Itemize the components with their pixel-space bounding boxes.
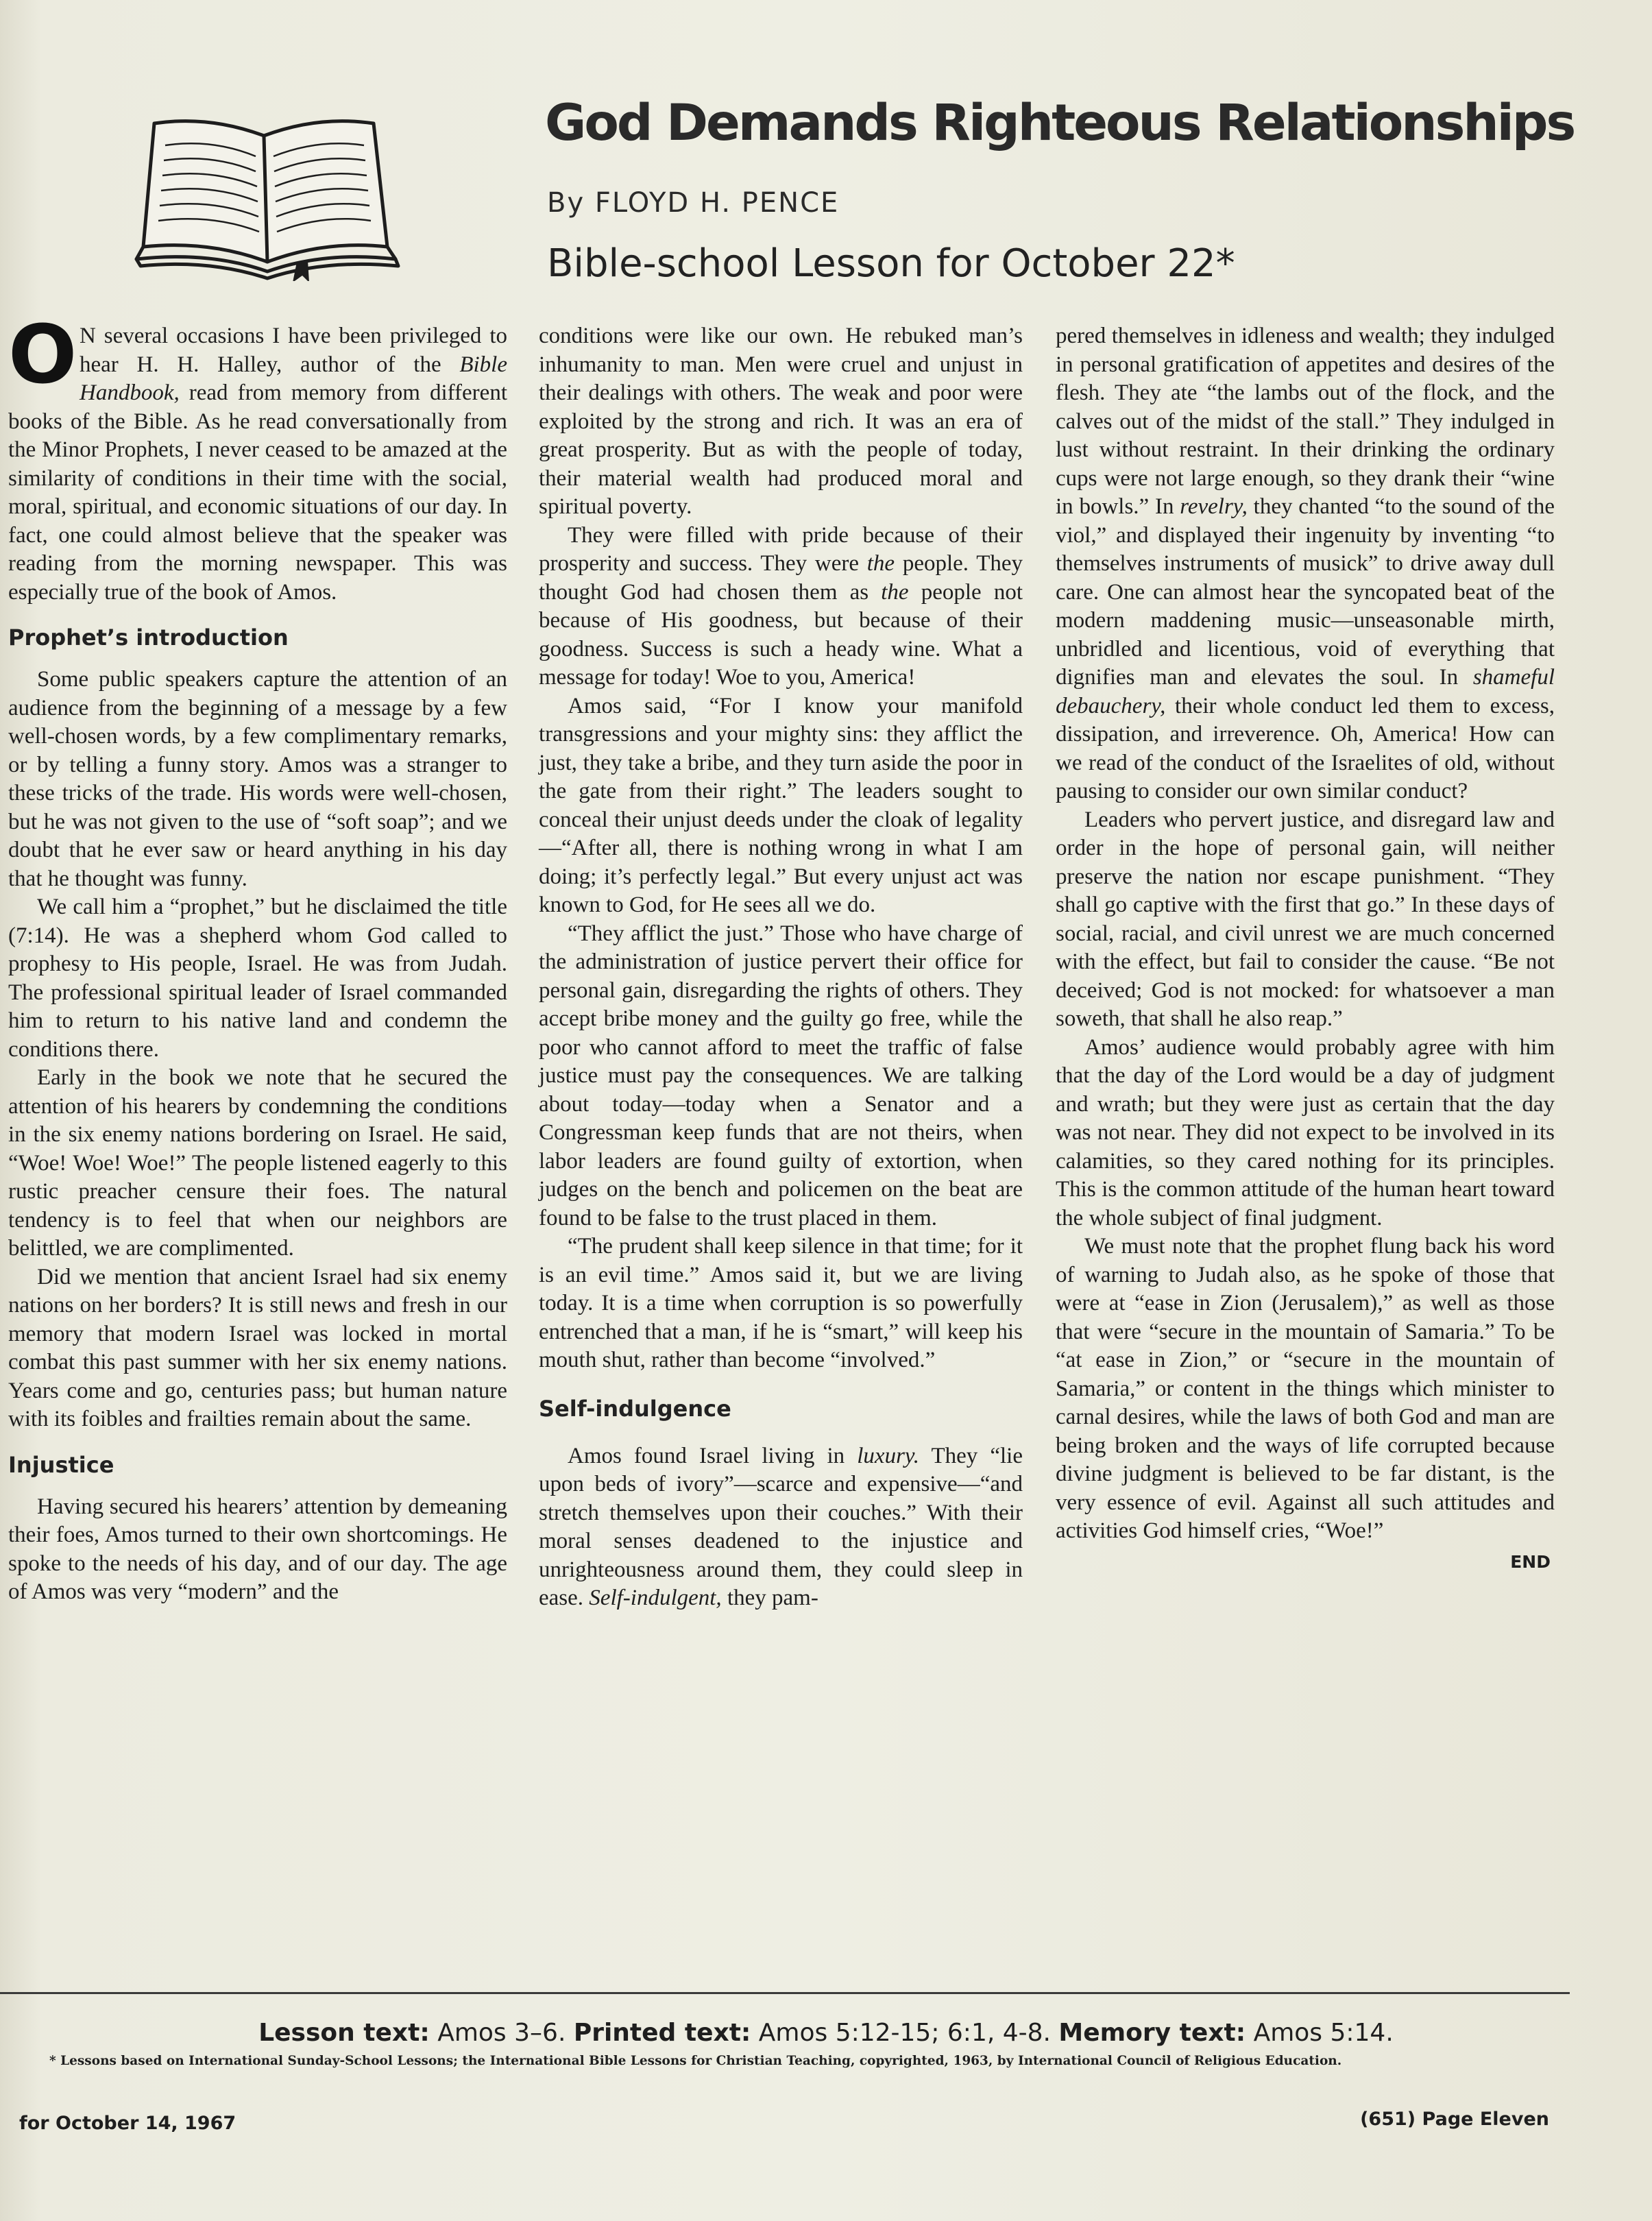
paragraph: Did we mention that ancient Israel had six enemy nations on her borders? It is still news and fresh in our memory that modern Israel was locked in mortal combat this past summer with her six enemy nations. Years come and go, centuries pass; but human nature with its foibles and frailties remain about the same. — [8, 1264, 507, 1431]
paragraph: O N several occasions I have been privileged to hear H. H. Halley, author of the Bible Handbook, read from memory from different books of the Bible. As he read conversationally from the Minor Prophets, I never ceased to be amazed at the similarity of conditions in their time with the social, moral, spiritual, and economic situations of our day. In fact, one could almost believe that the speaker was reading from the morning newspaper. This was especially true of the book of Amos. — [8, 307, 507, 605]
footnote: * Lessons based on International Sunday-School Lessons; the International Bible Lessons for Christian Teaching, copyrighted, 1963, by International Council of Religious Education. — [49, 2054, 1342, 2068]
paragraph: pered themselves in idleness and wealth; they indulged in personal gratification of appetites and desires of the flesh. They ate “the lambs out of the flock, and the calves out of the midst of the stall.” They indulged in lust without restraint. In their drinking the ordinary cups were not large enough, so they drank their “wine in bowls.” In revelry, they chanted “to the sound of the viol,” and displayed their ingenuity by inventing “to themselves instruments of musick” to drive away dull care. One can almost hear the syncopated beat of the modern maddening music—unseasonable mirth, unbridled and licentious, void of everything that dignifies man and elevates the soul. In shameful debauchery, their whole conduct led them to excess, dissipation, and irreverence. Oh, America! How can we read of the conduct of the Israelites of old, without pausing to consider our own similar conduct? — [1056, 324, 1555, 803]
paragraph: We must note that the prophet flung back his word of warning to Judah also, as he spoke of those that were at “ease in Zion (Jerusalem),” as well as those that were “secure in the mountain of Samaria.” To be “at ease in Zion,” or “secure in the mountain of Samaria,” or content in the things which minister to carnal desires, while the laws of both God and man are being broken and the ways of life corrupted because divine judgment is believed to be far distant, is the very essence of evil. Against all such attitudes and activities God himself cries, “Woe!” — [1056, 1234, 1555, 1543]
paragraph: conditions were like our own. He rebuked man’s inhumanity to man. Men were cruel and unjust in their dealings with others. The weak and poor were exploited by the strong and rich. It was an era of great prosperity. But as with the people of today, their material wealth had produced moral and spiritual poverty. — [539, 324, 1023, 519]
paragraph: We call him a “prophet,” but he disclaimed the title (7:14). He was a shepherd whom God called to prophesy to His people, Israel. He was from Judah. The professional spiritual leader of Israel commanded him to return to his native land and condemn the conditions there. — [8, 895, 507, 1062]
paragraph: Some public speakers capture the attention of an audience from the beginning of a message by a few well-chosen words, by a few complimentary remarks, or by telling a funny story. Amos was a stranger to these tricks of the trade. His words were well-chosen, but he was not given to the use of “soft soap”; and we doubt that he ever saw or heard anything in his day that he thought was funny. — [8, 667, 507, 891]
paragraph: Having secured his hearers’ attention by demeaning their foes, Amos turned to their own shortcomings. He spoke to the needs of his day, and of our day. The age of Amos was very “modern” and the — [8, 1494, 507, 1604]
paragraph: Amos said, “For I know your manifold transgressions and your mighty sins: they afflict the just, they take a bribe, and they turn aside the poor in the gate from their right.” The leaders sought to conceal their unjust deeds under the cloak of legality—“After all, there is nothing wrong in what I am doing; it’s perfectly legal.” But every unjust act was known to God, for He sees all we do. — [539, 693, 1023, 917]
page-number: (651) Page Eleven — [1360, 2109, 1549, 2130]
lesson-texts-line: Lesson text: Amos 3–6. Printed text: Amos 5:12-15; 6:1, 4-8. Memory text: Amos 5:14. — [258, 2019, 1394, 2047]
paragraph: Leaders who pervert justice, and disregard law and order in the hope of personal gain, will neither preserve the nation nor escape punishment. “They shall go captive with the first that go.” In these days of social, racial, and civil unrest we are much concerned with the effect, but fail to consider the cause. “Be not deceived; God is not mocked: for whatsoever a man soweth, that shall he also reap.” — [1056, 807, 1555, 1031]
section-heading: Prophet’s introduction — [8, 624, 289, 651]
article-byline: By FLOYD H. PENCE — [547, 187, 840, 219]
article-subtitle: Bible-school Lesson for October 22* — [547, 241, 1235, 286]
end-mark: END — [1510, 1551, 1551, 1572]
open-bible-illustration — [134, 103, 401, 281]
drop-cap: O — [8, 307, 77, 402]
section-heading: Injustice — [8, 1451, 114, 1478]
memory-text-label: Memory text: — [1058, 2019, 1246, 2047]
article-column-2 — [539, 322, 1023, 1613]
paragraph: Early in the book we note that he secured the attention of his hearers by condemning the conditions in the six enemy nations bordering on Israel. He said, “Woe! Woe! Woe!” The people listened eagerly to this rustic preacher censure their foes. The natural tendency is to feel that when our neighbors are belittled, we are complimented. — [8, 1065, 507, 1261]
footer-divider — [0, 1992, 1570, 1994]
paragraph: “They afflict the just.” Those who have charge of the administration of justice pervert their office for personal gain, disregarding the rights of others. They accept bribe money and the guilty go free, while the poor who cannot afford to meet the traffic of false justice must pay the consequences. We are talking about today—today when a Senator and a Congressman keep funds that are not theirs, when labor leaders are found guilty of extortion, when judges on the bench and policemen on the beat are found to be false to the trust placed in them. — [539, 921, 1023, 1230]
section-heading: Self-indulgence — [539, 1395, 731, 1422]
printed-text-label: Printed text: — [573, 2019, 751, 2047]
article-title: God Demands Righteous Relationships — [545, 94, 1575, 152]
lesson-text-label: Lesson text: — [258, 2019, 430, 2047]
paragraph: “The prudent shall keep silence in that time; for it is an evil time.” Amos said it, but we are living today. It is a time when corruption is so powerfully entrenched that a man, if he is “smart,” will keep his mouth shut, rather than become “involved.” — [539, 1234, 1023, 1372]
article-column-1 — [8, 307, 507, 1607]
paragraph: Amos found Israel living in luxury. They “lie upon beds of ivory”—scarce and expensive—“and stretch themselves upon their couches.” With their moral senses deadened to the injustice and unrighteousness around them, they could sleep in ease. Self-indulgent, they pam- — [539, 1443, 1023, 1610]
article-column-3 — [1056, 322, 1555, 1575]
issue-date: for October 14, 1967 — [19, 2113, 236, 2134]
paragraph: Amos’ audience would probably agree with him that the day of the Lord would be a day of judgment and wrath; but they were just as certain that the day was not near. They did not expect to be involved in its calamities, so they cared nothing for its principles. This is the common attitude of the human heart toward the whole subject of final judgment. — [1056, 1034, 1555, 1230]
paragraph: They were filled with pride because of their prosperity and success. They were the people. They thought God had chosen them as the people not because of His goodness, but because of their goodness. Success is such a heady wine. What a message for today! Woe to you, America! — [539, 522, 1023, 690]
